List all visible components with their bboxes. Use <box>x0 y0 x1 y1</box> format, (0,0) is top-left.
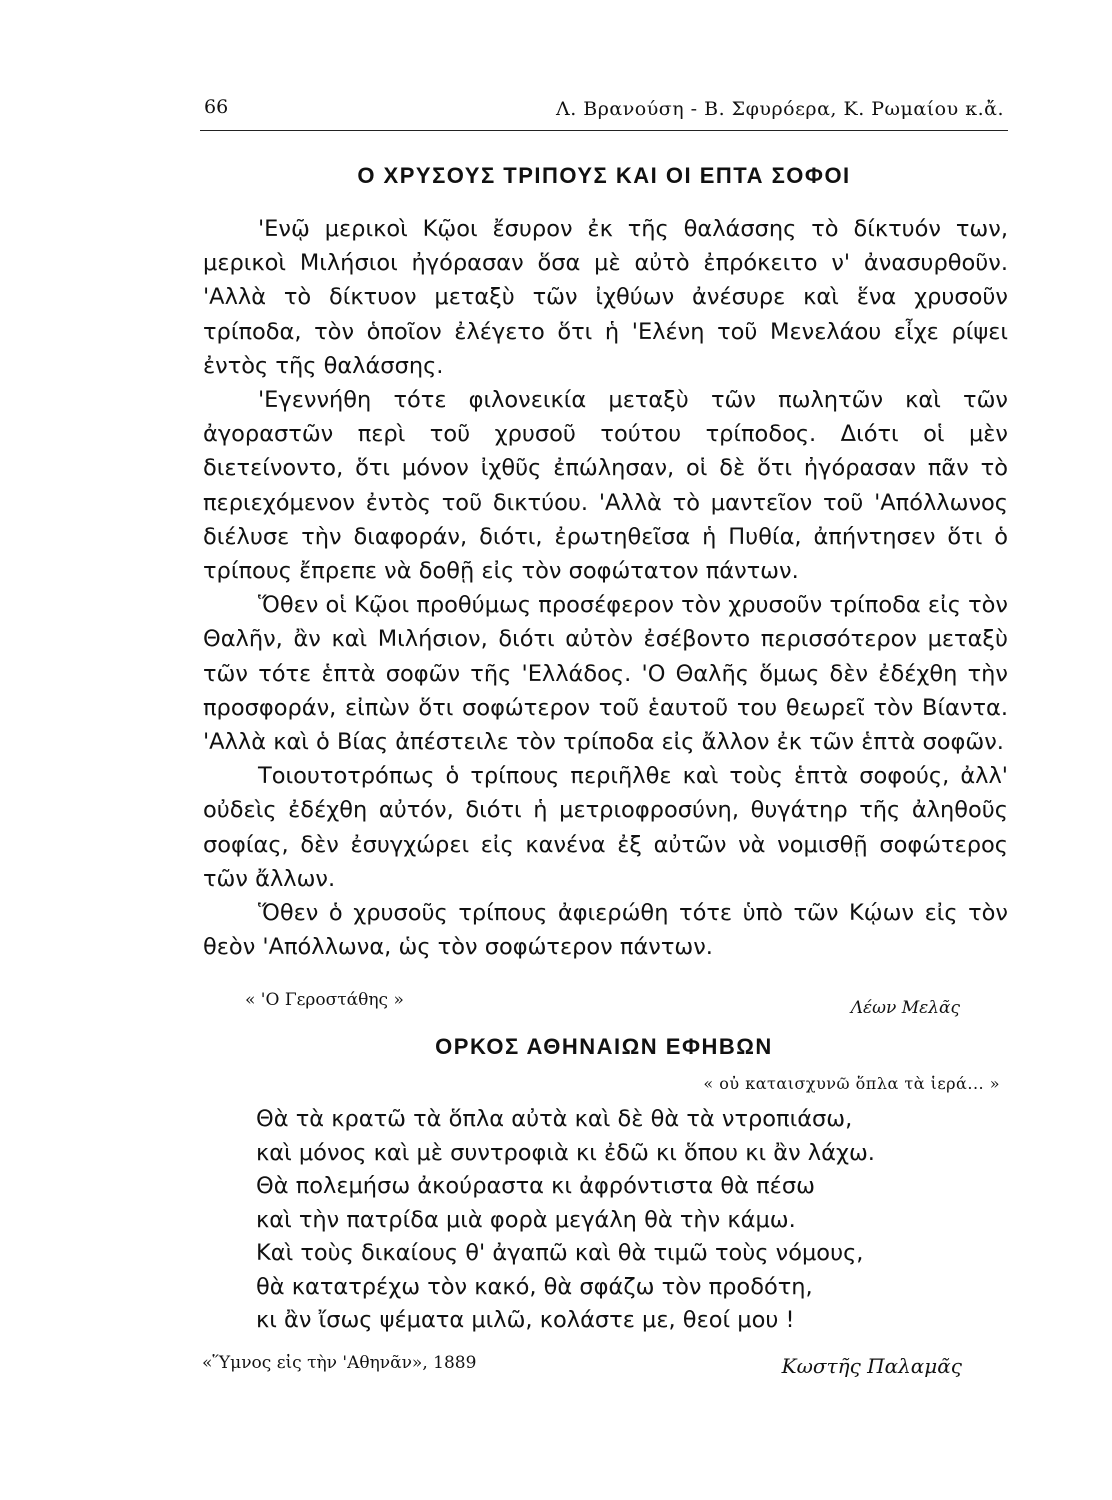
article-body-tripod <box>203 212 1008 964</box>
oath-poem <box>256 1103 996 1338</box>
page-number: 66 <box>204 96 229 118</box>
page-header <box>200 92 1008 126</box>
poem-source: «Ὕμνος εἰς τὴν 'Αθηνᾶν», 1889 <box>202 1353 477 1373</box>
poem-author: Κωστῆς Παλαμᾶς <box>781 1354 962 1378</box>
article-source: « 'Ο Γεροστάθης » <box>245 990 404 1010</box>
poem-line: καὶ τὴν πατρίδα μιὰ φορὰ μεγάλη θὰ τὴν κάμω. <box>256 1206 796 1233</box>
poem-line: καὶ μόνος καὶ μὲ συντροφιὰ κι ἐδῶ κι ὅπου κι ἂν λάχω. <box>256 1139 875 1166</box>
paragraph: 'Ενῷ μερικοὶ Κῷοι ἔσυρον ἐκ τῆς θαλάσσης τὸ δίκτυόν των, μερικοὶ Μιλήσιοι ἠγόρασαν ὅσα μὲ αὐτὸ ἐπρόκειτο ν' ἀνασυρθοῦν. 'Αλλὰ τὸ δίκτυον μεταξὺ τῶν ἰχθύων ἀνέσυρε καὶ ἕνα χρυσοῦν τρίποδα, τὸν ὁποῖον ἐλέγετο ὅτι ἡ 'Ελένη τοῦ Μενελάου εἶχε ρίψει ἐντὸς τῆς θαλάσσης. <box>203 216 1008 379</box>
header-rule <box>200 130 1008 131</box>
paragraph: Τοιουτοτρόπως ὁ τρίπους περιῆλθε καὶ τοὺς ἑπτὰ σοφούς, ἀλλ' οὐδεὶς ἐδέχθη αὐτόν, διότι ἡ μετριοφροσύνη, θυγάτηρ τῆς ἀληθοῦς σοφίας, δὲν ἐσυγχώρει εἰς κανένα ἐξ αὐτῶν νὰ νομισθῇ σοφώτερος τῶν ἄλλων. <box>203 763 1008 892</box>
poem-line: Θὰ τὰ κρατῶ τὰ ὅπλα αὐτὰ καὶ δὲ θὰ τὰ ντροπιάσω, <box>256 1106 853 1132</box>
article-title-tripod: Ο ΧΡΥΣΟΥΣ ΤΡΙΠΟΥΣ ΚΑΙ ΟΙ ΕΠΤΑ ΣΟΦΟΙ <box>357 163 851 188</box>
epigraph: « οὐ καταισχυνῶ ὅπλα τὰ ἱερά... » <box>703 1074 1000 1093</box>
poem-line: κι ἂν ἴσως ψέματα μιλῶ, κολάστε με, θεοί μου ! <box>256 1307 795 1333</box>
paragraph: Ὅθεν ὁ χρυσοῦς τρίπους ἀφιερώθη τότε ὑπὸ τῶν Κῴων εἰς τὸν θεὸν 'Απόλλωνα, ὡς τὸν σοφώτερον πάντων. <box>203 900 1008 961</box>
paragraph: 'Εγεννήθη τότε φιλονεικία μεταξὺ τῶν πωλητῶν καὶ τῶν ἀγοραστῶν περὶ τοῦ χρυσοῦ τούτου τρίποδος. Διότι οἱ μὲν διετείνοντο, ὅτι μόνον ἰχθῦς ἐπώλησαν, οἱ δὲ ὅτι ἠγόρασαν πᾶν τὸ περιεχόμενον ἐντὸς τοῦ δικτύου. 'Αλλὰ τὸ μαντεῖον τοῦ 'Απόλλωνος διέλυσε τὴν διαφοράν, διότι, ἐρωτηθεῖσα ἡ Πυθία, ἀπήντησεν ὅτι ὁ τρίπους ἔπρεπε νὰ δοθῇ εἰς τὸν σοφώτατον πάντων. <box>203 387 1008 585</box>
paragraph: Ὅθεν οἱ Κῷοι προθύμως προσέφερον τὸν χρυσοῦν τρίποδα εἰς τὸν Θαλῆν, ἂν καὶ Μιλήσιον, διότι αὐτὸν ἐσέβοντο περισσότερον μεταξὺ τῶν τότε ἑπτὰ σοφῶν τῆς 'Ελλάδος. 'Ο Θαλῆς ὅμως δὲν ἐδέχθη τὴν προσφοράν, εἰπὼν ὅτι σοφώτερον τοῦ ἑαυτοῦ του θεωρεῖ τὸν Βίαντα. 'Αλλὰ καὶ ὁ Βίας ἀπέστειλε τὸν τρίποδα εἰς ἄλλον ἐκ τῶν ἑπτὰ σοφῶν. <box>203 592 1008 756</box>
poem-line: θὰ κατατρέχω τὸν κακό, θὰ σφάζω τὸν προδότη, <box>256 1273 813 1300</box>
poem-line: Θὰ πολεμήσω ἀκούραστα κι ἀφρόντιστα θὰ πέσω <box>256 1173 815 1199</box>
running-head: Λ. Βρανούση - Β. Σφυρόερα, Κ. Ρωμαίου κ.ἄ. <box>555 98 1004 120</box>
article-author: Λέων Μελᾶς <box>850 998 960 1018</box>
poem-line: Καὶ τοὺς δικαίους θ' ἀγαπῶ καὶ θὰ τιμῶ τοὺς νόμους, <box>256 1240 864 1266</box>
article-title-oath: ΟΡΚΟΣ ΑΘΗΝΑΙΩΝ ΕΦΗΒΩΝ <box>435 1034 773 1059</box>
